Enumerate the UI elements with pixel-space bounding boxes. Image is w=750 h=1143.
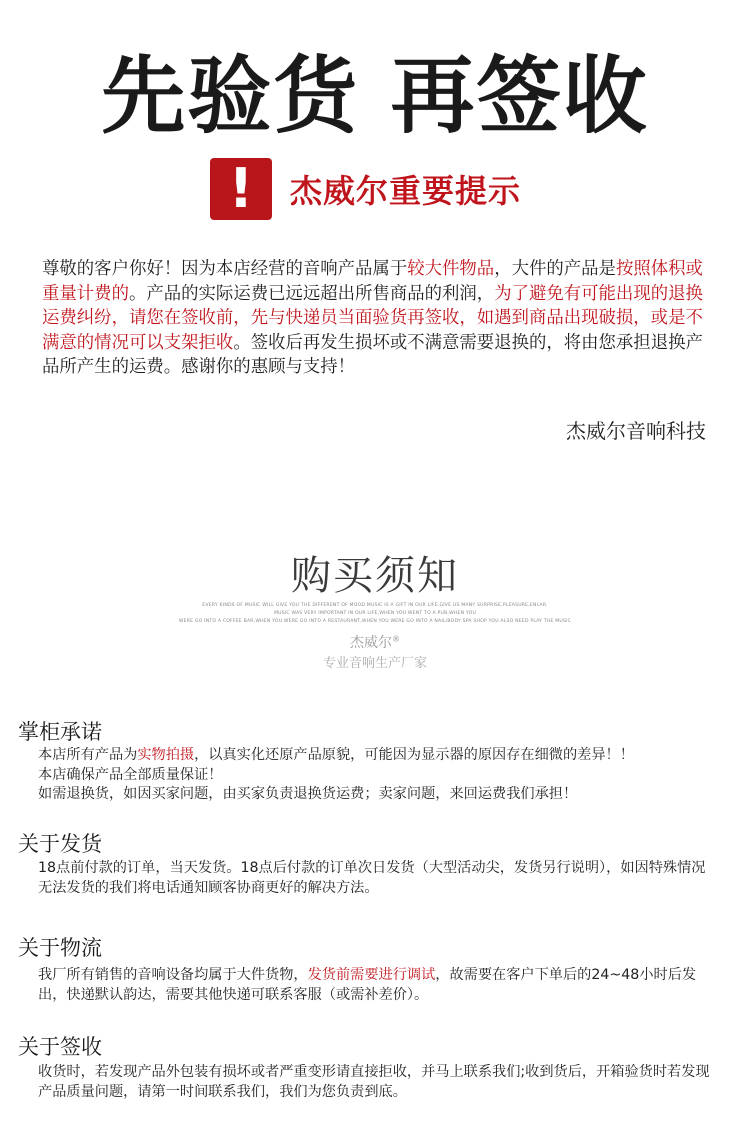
company-signature: 杰威尔音响科技 — [566, 419, 706, 443]
section-line — [38, 966, 710, 1005]
section-title-receipt: 关于签收 — [18, 1035, 102, 1059]
section-line — [38, 859, 710, 898]
registered-mark: ® — [392, 634, 400, 644]
notice-paragraph — [42, 257, 712, 380]
section-line — [38, 746, 710, 766]
text-segment: 我厂所有销售的音响设备均属于大件货物， — [38, 967, 308, 983]
brand-name — [0, 632, 750, 652]
section-line — [38, 1063, 710, 1102]
page-title: 先验货 再签收 — [101, 47, 649, 145]
text-segment: 本店所有产品为 — [38, 747, 138, 763]
warning-header — [210, 158, 521, 220]
brand-text: 杰威尔 — [350, 635, 392, 651]
text-segment: 如需退换货，如因买家问题，由买家负责退换货运费；卖家问题，来回运费我们承担！ — [38, 786, 578, 802]
text-segment-highlight: 发货前需要进行调试 — [307, 967, 436, 983]
notice-segment: 。签收后再发生损坏或不满意需要退换的，将由您承担退换产品所产生的运费。感谢你的惠顾与支持！ — [42, 332, 703, 377]
section-line — [38, 766, 710, 786]
section-title-shipping: 关于发货 — [18, 832, 102, 856]
english-tagline-line: EVERY KINDS OF MUSIC WILL GIVE YOU THE DIFFERENT OF MOOD.MUSIC IS A GIFT IN OUR LIFE,GIVE US MANY SURPRISE,PLEASURE,ENLAR. — [202, 603, 548, 608]
section-body-shipping — [38, 859, 710, 898]
text-segment: ，以真实化还原产品原貌，可能因为显示器的原因存在细微的差异！！ — [194, 747, 634, 763]
text-segment: ，故需要在客户下单后的24~48小时后发出，快递默认韵达，需要其他快递可联系客服（或需补差价）。 — [38, 967, 697, 1003]
notice-segment-highlight: 按照体积或重量计费的 — [42, 259, 703, 304]
notice-segment: ，大件的产品是 — [494, 259, 616, 279]
section-title-logistics: 关于物流 — [18, 936, 102, 960]
section-line — [38, 785, 710, 805]
warning-title: 杰威尔重要提示 — [290, 172, 522, 210]
notice-segment: 。产品的实际运费已远远超出所售商品的利润， — [128, 283, 495, 304]
section-body-logistics — [38, 966, 710, 1005]
notice-segment-highlight: 较大件物品 — [407, 259, 495, 279]
section-body-promise — [38, 746, 710, 805]
english-tagline-line: WERE GO INTO A COFFEE BAR,WHEN YOU WERE GO INTO A RESTAURANT,WHEN YOU WERE GO INTO A NAIL/BODY SPA SHOP YOU ALSO NEED PLAY THE MUSIC — [178, 619, 572, 624]
english-tagline-line: MUSIC WAS VERY IMPORTANT IN OUR LIFE,WHEN YOU WENT TO A PUB,WHEN YOU — [273, 611, 477, 616]
text-segment: 本店确保产品全部质量保证！ — [38, 766, 223, 783]
exclamation-icon: ! — [210, 158, 272, 220]
brand-subtitle: 专业音响生产厂家 — [322, 656, 427, 671]
notice-segment-highlight: 为了避免有可能出现的退换运费纠纷，请您在签收前，先与快递员当面验货再签收，如遇到商品出现破损，或是不满意的情况可以支架拒收 — [42, 283, 703, 353]
purchase-info-title: 购买须知 — [291, 553, 459, 599]
text-segment-highlight: 实物拍摄 — [137, 747, 195, 763]
text-segment: 收货时，若发现产品外包装有损坏或者严重变形请直接拒收，并马上联系我们;收到货后，开箱验货时若发现产品质量问题，请第一时间联系我们，我们为您负责到底。 — [38, 1064, 710, 1100]
section-body-receipt — [38, 1063, 710, 1102]
notice-segment: 尊敬的客户你好！因为本店经营的音响产品属于 — [42, 259, 408, 279]
text-segment: 18点前付款的订单，当天发货。18点后付款的订单次日发货（大型活动尖，发货另行说明），如因特殊情况无法发货的我们将电话通知顾客协商更好的解决方法。 — [38, 860, 706, 896]
section-title-promise: 掌柜承诺 — [18, 720, 102, 744]
